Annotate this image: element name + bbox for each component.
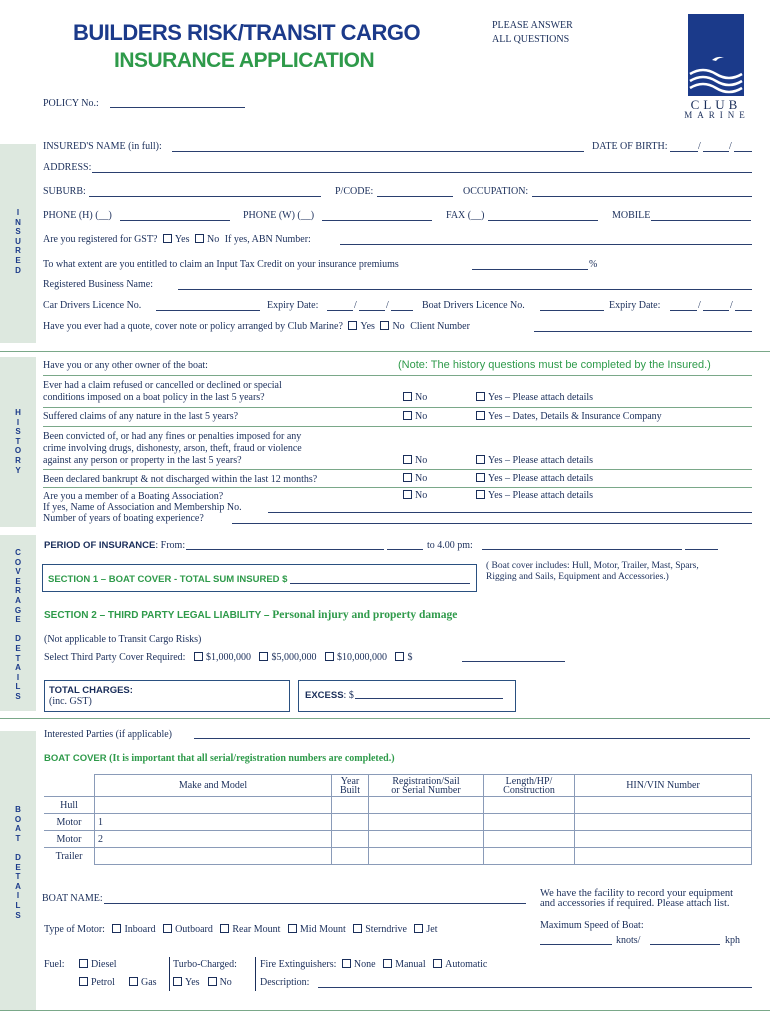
row-label: Motor: [44, 814, 95, 831]
section1-label: SECTION 1 – BOAT COVER - TOTAL SUM INSURED $: [48, 574, 288, 585]
description-field[interactable]: [318, 987, 752, 988]
history-q5-no: No: [403, 490, 427, 501]
waves-logo-icon: [688, 14, 744, 96]
car-expiry-year[interactable]: [391, 310, 413, 311]
table-cell[interactable]: [332, 797, 369, 814]
q4-yes-checkbox[interactable]: [476, 473, 485, 482]
q2-yes-checkbox[interactable]: [476, 411, 485, 420]
boat-section-label: B O A T D E T A I L S: [14, 805, 22, 920]
table-cell: [44, 775, 95, 797]
history-q2-no: No: [403, 411, 427, 422]
total-charges-label: TOTAL CHARGES:: [49, 685, 133, 696]
boating-experience-field[interactable]: [232, 523, 752, 524]
excess-field[interactable]: [355, 698, 503, 699]
boat-expiry-label: Expiry Date:: [609, 300, 661, 311]
insured-name-field[interactable]: [172, 151, 584, 152]
max-speed-knots-field[interactable]: [540, 944, 612, 945]
gst-no-checkbox[interactable]: [195, 234, 204, 243]
third-party-cover: Select Third Party Cover Required: $1,000,000 $5,000,000 $10,000,000 $: [44, 652, 413, 663]
row-num[interactable]: [95, 797, 332, 814]
logo-word-marine: MARINE: [684, 110, 750, 120]
percent-sign: %: [589, 259, 598, 270]
boat-expiry-day[interactable]: [670, 310, 697, 311]
boat-expiry-year[interactable]: [735, 310, 752, 311]
dob-month-field[interactable]: [703, 151, 729, 152]
row-label: Hull: [44, 797, 95, 814]
q3-yes-checkbox[interactable]: [476, 455, 485, 464]
table-cell[interactable]: [332, 848, 369, 865]
quote-yes-checkbox[interactable]: [348, 321, 357, 330]
policy-number-field[interactable]: [110, 107, 245, 108]
cover-other-field[interactable]: [462, 661, 565, 662]
row-separator: [43, 426, 752, 427]
itc-label: To what extent are you entitled to claim an Input Tax Credit on your insurance premiums: [43, 259, 399, 270]
history-q1-no: No: [403, 392, 427, 403]
period-of-insurance: PERIOD OF INSURANCE: From:: [44, 540, 186, 551]
max-speed-label: Maximum Speed of Boat:: [540, 920, 644, 931]
history-q2: Suffered claims of any nature in the last 5 years?: [43, 411, 239, 422]
fuel-gas: Gas: [129, 977, 157, 988]
boat-cover-includes-note: ( Boat cover includes: Hull, Motor, Trailer, Mast, Spars, Rigging and Sails, Equipment and Accessories.): [486, 561, 699, 582]
boat-licence-label: Boat Drivers Licence No.: [422, 300, 525, 311]
table-row: [44, 814, 752, 831]
history-intro: Have you or any other owner of the boat:: [43, 360, 208, 371]
car-licence-label: Car Drivers Licence No.: [43, 300, 142, 311]
history-section-label: H I S T O R Y: [14, 408, 22, 475]
occupation-field[interactable]: [532, 196, 752, 197]
boat-cover-heading: BOAT COVER (It is important that all serial/registration numbers are completed.): [44, 753, 395, 764]
club-marine-quote-question: Have you ever had a quote, cover note or policy arranged by Club Marine? Yes No Client Number: [43, 321, 470, 332]
abn-field[interactable]: [340, 244, 752, 245]
business-name-label: Registered Business Name:: [43, 279, 153, 290]
row-label: Motor: [44, 831, 95, 848]
extinguisher-row: Fire Extinguishers: None Manual Automatic: [260, 959, 488, 970]
suburb-label: SUBURB:: [43, 186, 86, 197]
col-hin: HIN/VIN Number: [575, 775, 752, 797]
boat-name-label: BOAT NAME:: [42, 893, 103, 904]
period-from-time-field[interactable]: [387, 549, 423, 550]
table-cell[interactable]: [484, 848, 575, 865]
boat-name-field[interactable]: [104, 903, 526, 904]
row-num[interactable]: 1: [95, 814, 332, 831]
diesel-checkbox[interactable]: [79, 959, 88, 968]
postcode-field[interactable]: [377, 196, 453, 197]
car-expiry-label: Expiry Date:: [267, 300, 319, 311]
fuel-label: Fuel:: [44, 959, 65, 970]
cover-5m-checkbox[interactable]: [259, 652, 268, 661]
history-q3-no: No: [403, 455, 427, 466]
q3-no-checkbox[interactable]: [403, 455, 412, 464]
interested-parties-label: Interested Parties (if applicable): [44, 729, 172, 740]
phone-home-label: PHONE (H) (__): [43, 210, 112, 221]
fax-label: FAX (__): [446, 210, 485, 221]
ext-manual-checkbox[interactable]: [383, 959, 392, 968]
history-q5-yes: Yes – Please attach details: [476, 490, 593, 501]
policy-number-label: POLICY No.:: [43, 98, 99, 109]
fuel-diesel: Diesel: [79, 959, 117, 970]
table-row: [44, 797, 752, 814]
inboard-checkbox[interactable]: [112, 924, 121, 933]
boat-expiry-slash: /: [698, 300, 701, 311]
table-cell[interactable]: [484, 831, 575, 848]
dob-day-field[interactable]: [670, 151, 698, 152]
column-divider: [255, 957, 256, 991]
table-cell[interactable]: [484, 797, 575, 814]
excess-label: EXCESS: $: [305, 690, 354, 701]
table-cell[interactable]: [369, 814, 484, 831]
fuel-petrol: Petrol: [79, 977, 115, 988]
turbo-no-checkbox[interactable]: [208, 977, 217, 986]
history-q1: Ever had a claim refused or cancelled or declined or special conditions imposed on a boat policy in the last 5 years?: [43, 380, 282, 403]
period-to-time-field[interactable]: [685, 549, 718, 550]
gst-question: Are you registered for GST? Yes No If yes, ABN Number:: [43, 234, 311, 245]
table-cell[interactable]: [575, 831, 752, 848]
q1-no-checkbox[interactable]: [403, 392, 412, 401]
row-separator: [43, 407, 752, 408]
period-to-field[interactable]: [482, 549, 682, 550]
car-expiry-month[interactable]: [359, 310, 385, 311]
row-label: Trailer: [44, 848, 95, 865]
insured-name-label: INSURED'S NAME (in full):: [43, 141, 162, 152]
history-q1-yes: Yes – Please attach details: [476, 392, 593, 403]
interested-parties-field[interactable]: [194, 738, 750, 739]
gas-checkbox[interactable]: [129, 977, 138, 986]
max-speed-kph-field[interactable]: [650, 944, 720, 945]
kph-label: kph: [725, 935, 740, 946]
total-charges-sub: (inc. GST): [49, 696, 92, 707]
association-field[interactable]: [268, 512, 752, 513]
period-time-label: to 4.00 pm:: [427, 540, 473, 551]
boat-licence-field[interactable]: [540, 310, 604, 311]
table-row: [44, 831, 752, 848]
section-divider: [0, 718, 770, 719]
cover-10m-checkbox[interactable]: [325, 652, 334, 661]
address-field[interactable]: [92, 172, 752, 173]
occupation-label: OCCUPATION:: [463, 186, 529, 197]
history-q5: Are you a member of a Boating Association? If yes, Name of Association and Membership No. Number of years of boating experience?: [43, 491, 242, 524]
table-cell[interactable]: [332, 814, 369, 831]
table-cell[interactable]: [575, 848, 752, 865]
transit-cargo-note: (Not applicable to Transit Cargo Risks): [44, 634, 202, 645]
table-cell[interactable]: [332, 831, 369, 848]
address-label: ADDRESS:: [43, 162, 92, 173]
mid-mount-checkbox[interactable]: [288, 924, 297, 933]
history-q4-yes: Yes – Please attach details: [476, 473, 593, 484]
row-separator: [43, 469, 752, 470]
history-q4: Been declared bankrupt & not discharged within the last 12 months?: [43, 474, 318, 485]
motor-type-row: Type of Motor: Inboard Outboard Rear Mount Mid Mount Sterndrive Jet: [44, 924, 438, 935]
fax-field[interactable]: [488, 220, 598, 221]
table-cell[interactable]: [369, 848, 484, 865]
coverage-section-label: C O V E R A G E D E T A I L S: [14, 548, 22, 701]
ext-none-checkbox[interactable]: [342, 959, 351, 968]
description-label: Description:: [260, 977, 310, 988]
q2-no-checkbox[interactable]: [403, 411, 412, 420]
dob-label: DATE OF BIRTH:: [592, 141, 668, 152]
mobile-field[interactable]: [651, 220, 751, 221]
q5-yes-checkbox[interactable]: [476, 490, 485, 499]
insured-section-label: I N S U R E D: [15, 208, 21, 275]
sum-insured-field[interactable]: [290, 583, 470, 584]
cover-other-checkbox[interactable]: [395, 652, 404, 661]
phone-home-field[interactable]: [120, 220, 230, 221]
sterndrive-checkbox[interactable]: [353, 924, 362, 933]
jet-checkbox[interactable]: [414, 924, 423, 933]
client-number-field[interactable]: [534, 331, 752, 332]
car-expiry-day[interactable]: [327, 310, 353, 311]
logo-word-club: CLUB: [690, 97, 742, 112]
boat-cover-table: [44, 774, 752, 865]
q1-yes-checkbox[interactable]: [476, 392, 485, 401]
section-divider: [0, 351, 770, 352]
suburb-field[interactable]: [89, 196, 321, 197]
table-cell[interactable]: [369, 797, 484, 814]
dob-year-field[interactable]: [734, 151, 752, 152]
col-make-model: Make and Model: [95, 775, 332, 797]
turbo-label: Turbo-Charged:: [173, 959, 237, 970]
q4-no-checkbox[interactable]: [403, 473, 412, 482]
gst-yes-checkbox[interactable]: [163, 234, 172, 243]
period-from-field[interactable]: [186, 549, 384, 550]
bottom-divider: [0, 1010, 770, 1011]
column-divider: [169, 957, 170, 991]
table-cell[interactable]: [369, 831, 484, 848]
club-marine-logo: [688, 14, 744, 96]
table-cell[interactable]: [575, 814, 752, 831]
dob-slash: /: [698, 141, 701, 152]
table-row: [44, 848, 752, 865]
knots-label: knots/: [616, 935, 641, 946]
boat-expiry-slash: /: [730, 300, 733, 311]
equipment-facility-note: We have the facility to record your equipment and accessories if required. Please attach list.: [540, 888, 734, 909]
petrol-checkbox[interactable]: [79, 977, 88, 986]
phone-work-field[interactable]: [322, 220, 432, 221]
outboard-checkbox[interactable]: [163, 924, 172, 933]
form-title: BUILDERS RISK/TRANSIT CARGO: [73, 20, 421, 45]
table-cell[interactable]: [575, 797, 752, 814]
car-expiry-slash: /: [354, 300, 357, 311]
car-licence-field[interactable]: [156, 310, 260, 311]
quote-no-checkbox[interactable]: [380, 321, 389, 330]
dob-slash: /: [729, 141, 732, 152]
history-q3-yes: Yes – Please attach details: [476, 455, 593, 466]
itc-field[interactable]: [472, 269, 588, 270]
table-cell[interactable]: [484, 814, 575, 831]
col-registration: Registration/Sail or Serial Number: [369, 775, 484, 797]
notice-line2: ALL QUESTIONS: [492, 34, 570, 45]
car-expiry-slash: /: [386, 300, 389, 311]
row-num[interactable]: [95, 848, 332, 865]
history-q2-yes: Yes – Dates, Details & Insurance Company: [476, 411, 662, 422]
cover-1m-checkbox[interactable]: [194, 652, 203, 661]
boat-expiry-month[interactable]: [703, 310, 729, 311]
form-subtitle: INSURANCE APPLICATION: [114, 49, 375, 72]
history-note: (Note: The history questions must be completed by the Insured.): [398, 359, 711, 371]
turbo-options: Yes No: [173, 977, 232, 988]
q5-no-checkbox[interactable]: [403, 490, 412, 499]
row-num[interactable]: 2: [95, 831, 332, 848]
turbo-yes-checkbox[interactable]: [173, 977, 182, 986]
history-q3: Been convicted of, or had any fines or penalties imposed for any crime involving drugs, dishonesty, arson, theft, fraud or violence against any person or property in the last 5 years?: [43, 431, 302, 466]
col-length: Length/HP/ Construction: [484, 775, 575, 797]
phone-work-label: PHONE (W) (__): [243, 210, 315, 221]
section2-heading: SECTION 2 – THIRD PARTY LEGAL LIABILITY – Personal injury and property damage: [44, 609, 458, 621]
row-separator: [43, 487, 752, 488]
notice-line1: PLEASE ANSWER: [492, 20, 573, 31]
ext-automatic-checkbox[interactable]: [433, 959, 442, 968]
row-separator: [43, 375, 752, 376]
postcode-label: P/CODE:: [335, 186, 374, 197]
business-name-field[interactable]: [178, 289, 752, 290]
history-q4-no: No: [403, 473, 427, 484]
mobile-label: MOBILE: [612, 210, 651, 221]
col-year-built: Year Built: [332, 775, 369, 797]
rear-mount-checkbox[interactable]: [220, 924, 229, 933]
